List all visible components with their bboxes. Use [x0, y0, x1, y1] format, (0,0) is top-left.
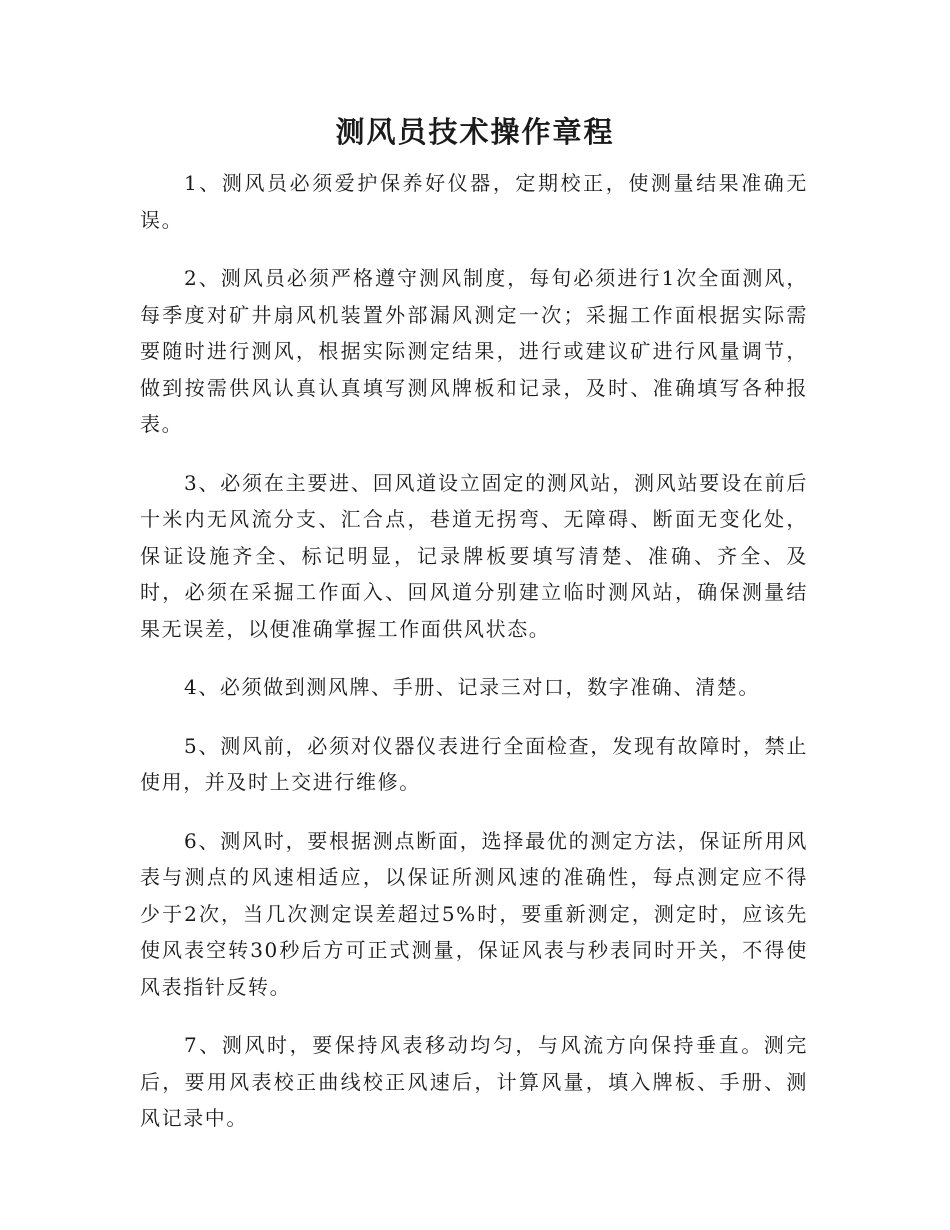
paragraph-3: 3、必须在主要进、回风道设立固定的测风站，测风站要设在前后十米内无风流分支、汇合点，巷道无拐弯、无障碍、断面无变化处，保证设施齐全、标记明显，记录牌板要填写清楚、准确、齐全、及时，必须在采掘工作面入、回风道分别建立临时测风站，确保测量结果无误差，以便准确掌握工作面供风状态。 [140, 470, 808, 641]
paragraph-6: 6、测风时，要根据测点断面，选择最优的测定方法，保证所用风表与测点的风速相适应，以保证所测风速的准确性，每点测定应不得少于2次，当几次测定误差超过5%时，要重新测定，测定时，应该先使风表空转30秒后方可正式测量，保证风表与秒表同时开关，不得使风表指针反转。 [140, 828, 808, 999]
paragraph-7: 7、测风时，要保持风表移动均匀，与风流方向保持垂直。测完后，要用风表校正曲线校正风速后，计算风量，填入牌板、手册、测风记录中。 [140, 1033, 808, 1130]
paragraph-4: 4、必须做到测风牌、手册、记录三对口，数字准确、清楚。 [184, 675, 760, 699]
paragraph-2: 2、测风员必须严格遵守测风制度，每旬必须进行1次全面测风，每季度对矿井扇风机装置外部漏风测定一次；采掘工作面根据实际需要随时进行测风，根据实际测定结果，进行或建议矿进行风量调节，做到按需供风认真认真填写测风牌板和记录，及时、准确填写各种报表。 [140, 266, 808, 436]
document-title: 测风员技术操作章程 [335, 115, 615, 149]
document-body [140, 165, 808, 1159]
paragraph-5: 5、测风前，必须对仪器仪表进行全面检查，发现有故障时，禁止使用，并及时上交进行维修。 [140, 733, 808, 794]
paragraph-1: 1、测风员必须爱护保养好仪器，定期校正，使测量结果准确无误。 [140, 171, 808, 232]
